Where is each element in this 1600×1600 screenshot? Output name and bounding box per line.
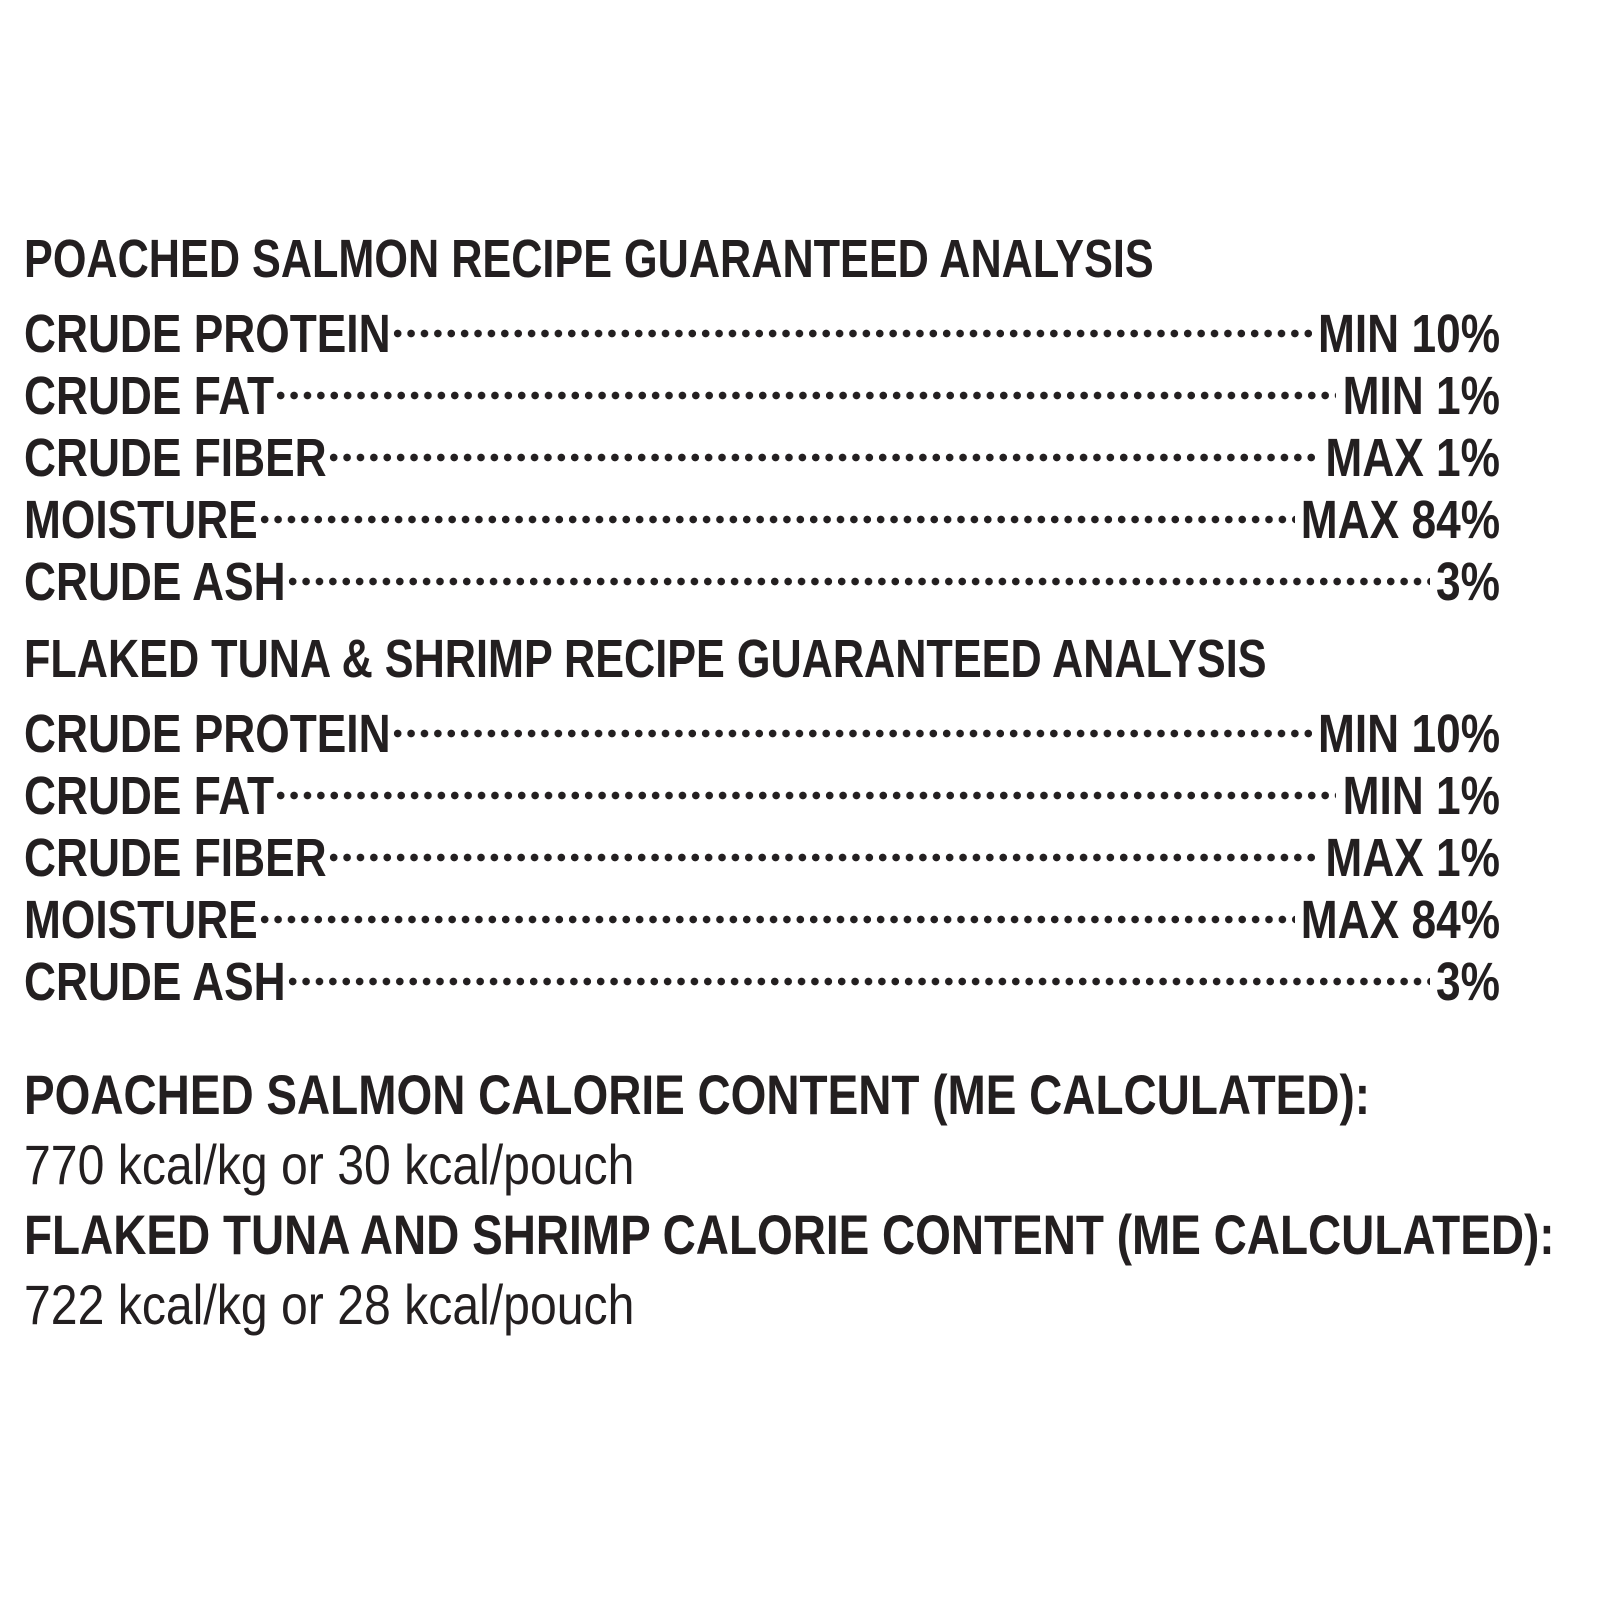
row-label: CRUDE FIBER <box>24 428 327 488</box>
row-value: MAX 84% <box>1300 890 1500 950</box>
tuna-shrimp-calorie-heading-text: FLAKED TUNA AND SHRIMP CALORIE CONTENT (ME CALCULATED): <box>24 1203 1555 1266</box>
tuna-shrimp-calorie-value <box>24 1270 1584 1340</box>
salmon-calorie-value-text: 770 kcal/kg or 30 kcal/pouch <box>24 1133 635 1196</box>
section-heading-text: FLAKED TUNA & SHRIMP RECIPE GUARANTEED ANALYSIS <box>24 629 1267 689</box>
tuna-shrimp-calorie-value-text: 722 kcal/kg or 28 kcal/pouch <box>24 1273 635 1336</box>
row-label: CRUDE FAT <box>24 366 275 426</box>
analysis-row-crude-ash <box>24 938 1500 1012</box>
analysis-row-crude-ash <box>24 538 1500 612</box>
analysis-row-crude-fat <box>24 352 1500 426</box>
section-heading-text: POACHED SALMON RECIPE GUARANTEED ANALYSIS <box>24 229 1154 289</box>
dot-leader <box>274 752 1342 814</box>
analysis-row-moisture <box>24 476 1500 550</box>
row-label: CRUDE FAT <box>24 766 275 826</box>
dot-leader <box>258 876 1301 938</box>
row-value: MIN 1% <box>1342 766 1500 826</box>
dot-leader <box>258 476 1301 538</box>
salmon-calorie-heading <box>24 1060 1584 1130</box>
row-label: CRUDE PROTEIN <box>24 304 391 364</box>
row-value: 3% <box>1436 552 1500 612</box>
salmon-calorie-heading-text: POACHED SALMON CALORIE CONTENT (ME CALCULATED): <box>24 1063 1371 1126</box>
row-value: MAX 1% <box>1325 428 1500 488</box>
salmon-calorie-value <box>24 1130 1584 1200</box>
dot-leader <box>286 938 1436 1000</box>
row-label: CRUDE PROTEIN <box>24 704 391 764</box>
row-label: CRUDE ASH <box>24 552 286 612</box>
row-value: MIN 10% <box>1317 304 1500 364</box>
analysis-row-crude-fat <box>24 752 1500 826</box>
dot-leader <box>327 414 1326 476</box>
dot-leader <box>327 814 1326 876</box>
section-heading <box>24 628 1500 690</box>
dot-leader <box>286 538 1436 600</box>
analysis-row-crude-fiber <box>24 814 1500 888</box>
salmon-guaranteed-analysis <box>24 228 1500 612</box>
row-value: MAX 84% <box>1300 490 1500 550</box>
dot-leader <box>391 290 1318 352</box>
dot-leader <box>391 690 1318 752</box>
analysis-row-crude-fiber <box>24 414 1500 488</box>
row-label: CRUDE FIBER <box>24 828 327 888</box>
analysis-row-crude-protein <box>24 290 1500 364</box>
calorie-content-block <box>24 1060 1584 1340</box>
analysis-row-crude-protein <box>24 690 1500 764</box>
row-value: MIN 1% <box>1342 366 1500 426</box>
analysis-row-moisture <box>24 876 1500 950</box>
row-label: CRUDE ASH <box>24 952 286 1012</box>
dot-leader <box>274 352 1342 414</box>
tuna-shrimp-calorie-heading <box>24 1200 1584 1270</box>
row-value: MIN 10% <box>1317 704 1500 764</box>
tuna-shrimp-guaranteed-analysis <box>24 628 1500 1012</box>
section-heading <box>24 228 1500 290</box>
row-label: MOISTURE <box>24 490 258 550</box>
row-value: MAX 1% <box>1325 828 1500 888</box>
row-label: MOISTURE <box>24 890 258 950</box>
row-value: 3% <box>1436 952 1500 1012</box>
